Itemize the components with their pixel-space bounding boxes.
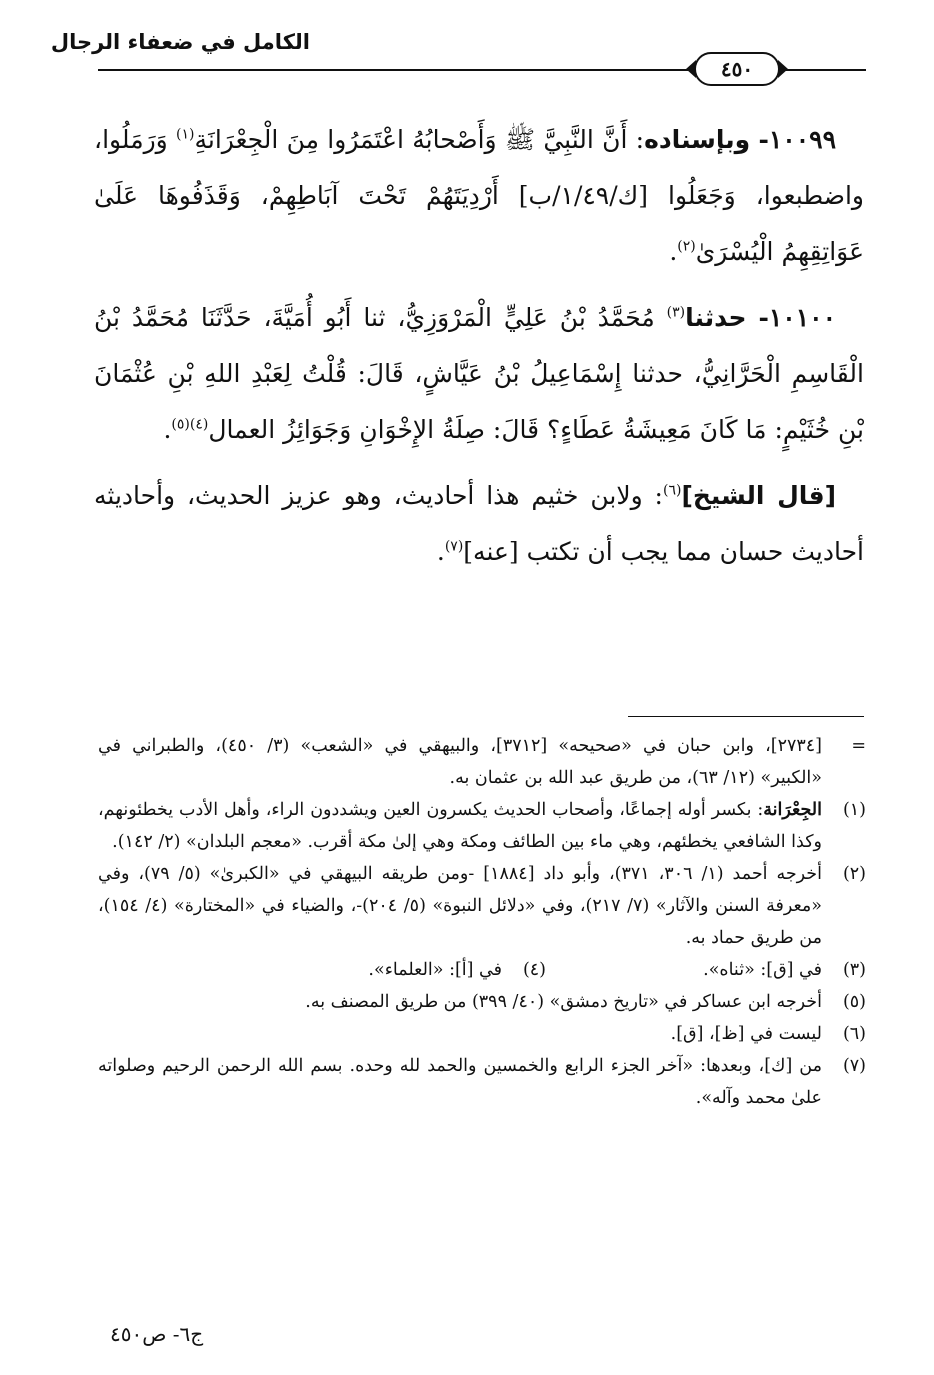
footnote-ref: (١) [176, 126, 195, 143]
sheikh-comment [94, 468, 864, 580]
footnote-mark: (٥) [842, 992, 866, 1012]
footnote-mark: (٤) [522, 960, 546, 980]
main-text [94, 112, 864, 590]
footnote-ref: (٦) [662, 482, 682, 499]
footnote-rule [628, 716, 864, 717]
footnote-text: في [أ]: «العلماء». [368, 960, 502, 980]
footnote-ref: (٢) [677, 238, 696, 255]
footnote-text: أخرجه ابن عساكر في «تاريخ دمشق» (٤٠/ ٣٩٩) من طريق المصنف به. [305, 992, 822, 1012]
hadith-text: : أَنَّ النَّبِيَّ ﷺ وَأَصْحابُهُ اعْتَمَرُوا مِنَ الْجِعْرَانَةِ [194, 125, 645, 154]
footnote-text [98, 794, 822, 858]
hadith-text: وَرَمَلُوا، واضطبعوا، وَجَعَلُوا [ك/١/٤٩/ب] أَرْدِيَتَهُمْ تَحْتَ آبَاطِهِمْ، وَقَذَفُوهَا عَلَىٰ عَوَاتِقِهِمُ الْيُسْرَىٰ [94, 125, 864, 266]
footnote-ref: (٣) [666, 304, 686, 321]
footnote-7 [98, 1050, 866, 1114]
page-number: ٤٥٠ [720, 57, 754, 81]
hadith-lead: حدثنا [685, 303, 747, 332]
footnote-ref: (٤)(٥) [171, 416, 209, 433]
hadith-10100 [94, 290, 864, 458]
footnote-2 [98, 858, 866, 954]
footnote-mark: (٢) [842, 864, 866, 884]
running-title: الكامل في ضعفاء الرجال [50, 30, 310, 54]
footnotes-3-4 [98, 954, 866, 986]
hadith-10099 [94, 112, 864, 280]
hadith-number: ١٠١٠٠- [758, 303, 836, 332]
footnote-4 [226, 954, 546, 986]
footnote-text: ليست في [ظ]، [ق]. [670, 1024, 822, 1044]
footnote-keyword: الجِعْرَانة [763, 800, 822, 820]
footnotes [98, 730, 866, 1114]
comment-text: : ولابن خثيم هذا أحاديث، وهو عزيز الحديث، وأحاديثه أحاديث حسان مما يجب أن تكتب [عنه] [94, 481, 864, 566]
footnote-continuation [98, 730, 866, 794]
footnote-ref: (٧) [444, 538, 464, 555]
hadith-text: . [163, 415, 172, 444]
hadith-lead: وبإسناده [644, 125, 751, 154]
comment-lead: [قال الشيخ] [681, 481, 836, 510]
footnote-6 [98, 1018, 866, 1050]
footnote-text: [٢٧٣٤]، وابن حبان في «صحيحه» [٣٧١٢]، والبيهقي في «الشعب» (٣/ ٤٥٠)، والطبراني في «الكبير» (١٢/ ٦٣)، من طريق عبد الله بن عثمان به. [98, 736, 822, 788]
footnote-mark: = [851, 736, 866, 756]
hadith-text: مُحَمَّدُ بْنُ عَلِيٍّ الْمَرْوَزِيُّ، ثنا أَبُو أُمَيَّةَ، حَدَّثَنَا مُحَمَّدُ بْنُ الْقَاسِمِ الْحَرَّانِيُّ، حدثنا إِسْمَاعِيلُ بْنُ عَيَّاشٍ، قَالَ: قُلْتُ لِعَبْدِ اللهِ بْنِ عُثْمَانَ بْنِ خُثَيْمٍ: مَا كَانَ مَعِيشَةُ عَطَاءٍ؟ قَالَ: صِلَةُ الإِخْوَانِ وَجَوَائِزُ العمال [94, 303, 864, 444]
footnote-text: في [ق]: «ثناه». [703, 960, 822, 980]
footnote-mark: (١) [842, 800, 866, 820]
footnote-mark: (٦) [842, 1024, 866, 1044]
page-number-badge [694, 52, 780, 86]
footnote-text: من [ك]، وبعدها: «آخر الجزء الرابع والخمسين والحمد لله وحده. بسم الله الرحمن الرحيم وصلواته علىٰ محمد وآله». [98, 1056, 822, 1108]
footnote-body: : بكسر أوله إجماعًا، وأصحاب الحديث يكسرون العين ويشددون الراء، وأهل الأدب يخطئونهم، وكذا الشافعي يخطئهم، وهي ماء بين الطائف ومكة وهي إلىٰ مكة أقرب. «معجم البلدان» (٢/ ١٤٢). [98, 800, 822, 852]
comment-text: . [436, 537, 445, 566]
footnote-mark: (٣) [842, 960, 866, 980]
volume-page-signature: ج٦- ص٤٥٠ [110, 1322, 204, 1346]
hadith-text: . [669, 237, 678, 266]
footnote-mark: (٧) [842, 1056, 866, 1076]
hadith-number: ١٠٠٩٩- [758, 125, 836, 154]
footnote-5 [98, 986, 866, 1018]
footnote-text: أخرجه أحمد (١/ ٣٠٦، ٣٧١)، وأبو داد [١٨٨٤] -ومن طريقه البيهقي في «الكبرىٰ» (٥/ ٧٩)، وفي «معرفة السنن والآثار» (٧/ ٢١٧)، وفي «دلائل النبوة» (٥/ ٢٠٤)-، والضياء في «المختارة» (٤/ ١٥٤)، من طريق حماد به. [98, 864, 822, 948]
footnote-1 [98, 794, 866, 858]
footnote-3 [546, 954, 866, 986]
